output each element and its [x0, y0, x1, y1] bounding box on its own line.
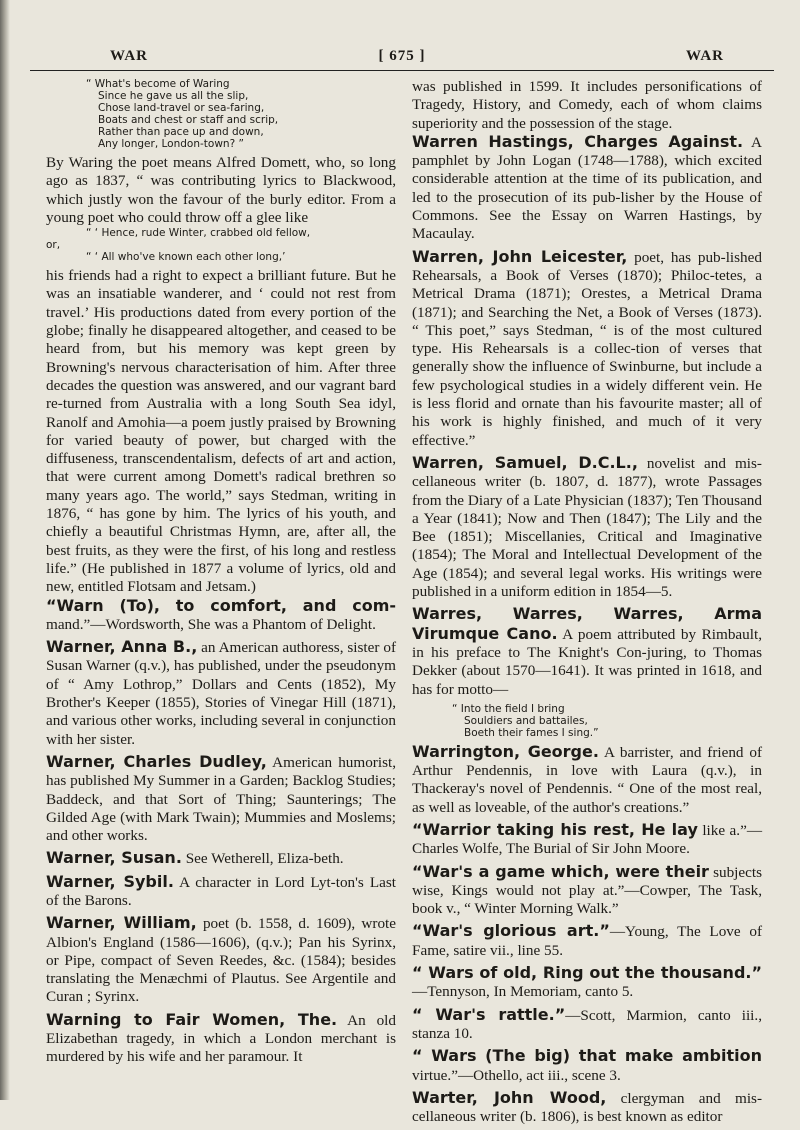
verse-line: “ What's become of Waring	[86, 78, 230, 90]
entry-body: —Young, The Love of Fame, satire vii., line 55.	[412, 923, 763, 959]
page-header	[30, 48, 774, 68]
entry-body: poet (b. 1558, d. 1609), wrote Albion's England (1586—1606), (q.v.); Pan his Syrinx, or Pipe, compact of Seven Reedes, &c. (1584); besides translating the Menæchmi of Plautus. See Argentile and Curan ; Syrinx.	[46, 915, 397, 1006]
headword: Warning to Fair Women, The.	[46, 1009, 338, 1029]
verse-line: Any longer, London-town? ”	[98, 138, 244, 150]
paragraph-domett-cont: his friends had a right to expect a brilliant future. But he was an insatiable wanderer, and ‘ could not rest from travel.’ His productions dated from every portion of the globe; finally he disappeared altogether, and ceased to be heard from, but his memory was kept green by Browning's nervous characterisation of him. After three decades the question was answered, and our vagrant bard re-turned from Australia with a long South Sea idyl, Ranolf and Amohia—a poem justly praised by Browning for varied beauty of power, but charged with the diffuseness, transcendentalism, defects of art and action, that were current among Domett's radical brethren so many years ago. The world,” says Stedman, writing in 1876, “ has gone by him. The lyrics of his youth, and chiefly a beautiful Christmas Hymn, are, after all, the best fruits, as they were the first, of his long and restless life.” (He published in 1877 a volume of lyrics, old and new, entitled Flotsam and Jetsam.)	[46, 267, 396, 596]
paragraph-domett: By Waring the poet means Alfred Domett, who, so long ago as 1837, “ was contributing lyrics to Blackwood, which justly won the favour of the burly editor. From a young poet who could throw off a glee like	[46, 154, 396, 226]
book-binding-edge	[0, 0, 10, 1100]
entry-warres	[412, 605, 762, 698]
entry-susan-warner	[46, 849, 396, 868]
entry-warn	[46, 597, 396, 635]
headword: “ War's rattle.”	[412, 1004, 566, 1024]
entry-body: virtue.”—Othello, act iii., scene 3.	[412, 1066, 621, 1084]
verse-line: Boeth their fames I sing.”	[464, 726, 599, 739]
entry-charles-warner	[46, 753, 396, 845]
headword: Warner, Anna B.,	[46, 637, 198, 657]
entry-william-warner	[46, 914, 396, 1006]
headword: “War's glorious art.”	[412, 921, 610, 941]
verse-motto	[412, 703, 762, 739]
headword: Warres, Warres, Warres, Arma Virumque Cano.	[412, 604, 762, 643]
headword: “ Wars (The big) that make ambition	[412, 1046, 762, 1066]
entry-body: A character in Lord Lyt-ton's Last of the Barons.	[46, 873, 396, 909]
headword: Warner, Charles Dudley,	[46, 751, 267, 771]
entry-george-warrington	[412, 743, 762, 817]
verse-waring	[46, 78, 396, 150]
header-rule	[30, 70, 774, 71]
entry-wars-glorious-art	[412, 922, 762, 960]
verse-line: Since he gave us all the slip,	[98, 90, 249, 102]
entry-body: mand.”—Wordsworth, She was a Phantom of Delight.	[46, 615, 376, 633]
entry-wars-a-game	[412, 863, 762, 919]
verse-line: Souldiers and battailes,	[464, 714, 588, 727]
entry-wars-big	[412, 1047, 762, 1085]
headword: “Warrior taking his rest, He lay	[412, 819, 698, 839]
headword: Warren, John Leicester,	[412, 246, 628, 266]
verse-line: “ Into the field I bring	[452, 702, 565, 715]
verse-line: or,	[46, 239, 61, 252]
entry-body: A barrister, and friend of Arthur Pendennis, in love with Laura (q.v.), in Thackeray's novel of Pendennis. “ One of the most real, as well as loveable, of the author's creations.”	[412, 743, 763, 816]
entry-john-leicester-warren	[412, 248, 762, 450]
headword: “War's a game which, were their	[412, 861, 709, 881]
entry-body: novelist and mis-cellaneous writer (b. 1807, d. 1877), wrote Passages from the Diary of a Late Physician (1837); Ten Thousand a Year (1841); Now and Then (1847); The Lily and the Bee (1851); Miscellanies, Critical and Imaginative (1854); The Moral and Intellectual Development of the Age (1854); and several legal works. His writings were published in a uniform edition in 1854—5.	[412, 454, 762, 601]
entry-wars-rattle	[412, 1006, 762, 1044]
entry-body: subjects wise, Kings would not play at.”—Cowper, The Task, book v., “ Winter Morning Walk.”	[412, 863, 763, 918]
headword: “ Wars of old, Ring out the thousand.”	[412, 963, 762, 983]
entry-samuel-warren	[412, 454, 762, 601]
entry-warning-fair-women	[46, 1011, 396, 1067]
entry-anna-warner	[46, 638, 396, 749]
header-right-word: WAR	[685, 48, 724, 64]
entry-warrior-rest	[412, 821, 762, 859]
verse-line: “ ‘ All who've known each other long,’	[86, 251, 286, 264]
entry-body: —Tennyson, In Memoriam, canto 5.	[412, 983, 634, 1001]
header-page-number: [ 675 ]	[378, 48, 426, 64]
entry-body: clergyman and mis-cellaneous writer (b. 1806), is best known as editor	[412, 1089, 763, 1126]
entry-warren-hastings	[412, 133, 762, 244]
entry-body: like a.”—Charles Wolfe, The Burial of Sir John Moore.	[412, 821, 763, 858]
entry-john-wood-warter	[412, 1089, 762, 1127]
entry-sybil-warner	[46, 873, 396, 911]
entry-body: A pamphlet by John Logan (1748—1788), which excited considerable attention at the time of its publication, and led to the prosecution of its pub-lisher by the House of Commons. See the Essay on Warren Hastings, by Macaulay.	[412, 133, 762, 243]
headword: Warren Hastings, Charges Against.	[412, 131, 744, 151]
entry-body: An old Elizabethan tragedy, in which a London merchant is murdered by his wife and her paramour. It	[46, 1011, 396, 1066]
verse-line: Rather than pace up and down,	[98, 126, 264, 138]
entry-wars-of-old	[412, 964, 762, 1002]
headword: Warren, Samuel, D.C.L.,	[412, 452, 638, 472]
paragraph-continued: was published in 1599. It includes personifications of Tragedy, History, and Comedy, each of whom claims superiority and the possession of the stage.	[412, 78, 762, 132]
entry-body: A poem attributed by Rimbault, in his preface to The Knight's Con-juring, to Thomas Dekker (about 1570—1641). It was printed in 1618, and has for motto—	[412, 625, 762, 698]
right-column	[412, 78, 762, 1130]
verse-line: Chose land-travel or sea-faring,	[98, 102, 265, 114]
headword: “Warn (To), to comfort, and com-	[46, 595, 396, 615]
header-left-word: WAR	[110, 48, 149, 64]
entry-body: an American authoress, sister of Susan Warner (q.v.), has published, under the pseudonym of “ Amy Lothrop,” Dollars and Cents (1852), My Brother's Keeper (1855), Stories of Vinegar Hill (1871), and various other works, including several in conjunction with her sister.	[46, 639, 396, 748]
headword: Warter, John Wood,	[412, 1087, 607, 1107]
headword: Warner, Susan.	[46, 848, 182, 868]
left-column	[46, 78, 396, 1071]
entry-body: American humorist, has published My Summer in a Garden; Backlog Studies; Baddeck, and that Sort of Thing; Saunterings; The Gilded Age (with Mark Twain); Mummies and Moslems; and other works.	[46, 753, 396, 845]
headword: Warner, William,	[46, 913, 197, 933]
verse-glee	[46, 227, 396, 263]
entry-body: See Wetherell, Eliza-beth.	[181, 850, 344, 868]
headword: Warrington, George.	[412, 741, 599, 761]
verse-line: Boats and chest or staff and scrip,	[98, 114, 279, 126]
verse-line: “ ‘ Hence, rude Winter, crabbed old fellow,	[86, 227, 311, 240]
entry-body: —Scott, Marmion, canto iii., stanza 10.	[412, 1006, 762, 1042]
entry-body: poet, has pub-lished Rehearsals, a Book of Verses (1870); Philoc-tetes, a Metrical Drama (1871); Orestes, a Metrical Drama (1871); and Searching the Net, a Book of Verses (1873). “ This poet,” says Stedman, “ is of the most cultured type. His Rehearsals is a collec-tion of verses that generally show the influence of Swinburne, but include a few psychological studies in a widely different vein. He is less florid and ornate than his favourite master; all of his work is highly finished, and much of it very effective.”	[412, 248, 762, 449]
headword: Warner, Sybil.	[46, 871, 174, 891]
